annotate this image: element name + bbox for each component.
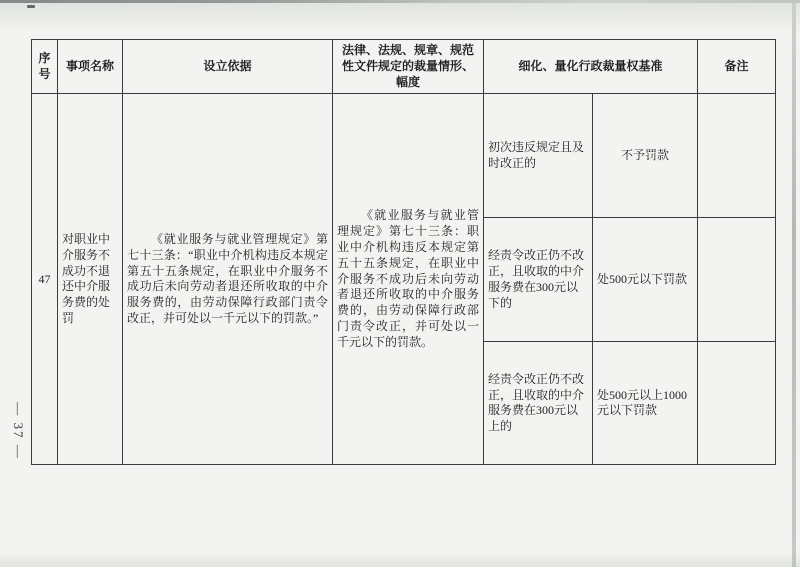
basis-text: 《就业服务与就业管理规定》第七十三条：“职业中介机构违反本规定第五十五条规定，在职业中介服务不成功后未向劳动者退还所收取的中介服务费的，由劳动保障行政部门责令改正，并可处以一千元以下的罚款。” [127, 232, 328, 326]
cell-item-name: 对职业中介服务不成功不退还中介服务费的处罚 [58, 94, 123, 465]
cell-penalty-3: 处500元以上1000元以下罚款 [593, 342, 698, 465]
discretion-standards-table [31, 39, 776, 465]
cell-penalty-2: 处500元以下罚款 [593, 218, 698, 342]
cell-remark-2 [698, 218, 776, 342]
legal-text: 《就业服务与就业管理规定》第七十三条：职业中介机构违反本规定第五十五条规定，在职业中介服务不成功后未向劳动者退还所收取的中介服务费的，由劳动保障行政部门责令改正，并可处以一千元以下的罚款。 [337, 208, 479, 349]
table-header-row [32, 40, 776, 94]
table-row [32, 94, 776, 218]
header-establishment-basis: 设立依据 [123, 40, 333, 94]
header-item-name: 事项名称 [58, 40, 123, 94]
cell-legal-provision [333, 94, 484, 465]
cell-situation-1: 初次违反规定且及时改正的 [484, 94, 593, 218]
scan-bottom-haze-artifact [0, 553, 800, 567]
header-remarks: 备注 [698, 40, 776, 94]
cell-remark-3 [698, 342, 776, 465]
page-number: — 37 — [11, 402, 26, 460]
cell-situation-2: 经责令改正仍不改正，且收取的中介服务费在300元以下的 [484, 218, 593, 342]
scan-corner-mark [27, 5, 35, 8]
header-serial-number: 序号 [32, 40, 58, 94]
header-refined-quantified-standard: 细化、量化行政裁量权基准 [484, 40, 698, 94]
cell-establishment-basis [123, 94, 333, 465]
scan-top-haze-artifact [0, 3, 800, 33]
cell-penalty-1: 不予罚款 [593, 94, 698, 218]
scan-right-edge-artifact [792, 0, 796, 567]
cell-serial-number: 47 [32, 94, 58, 465]
header-legal-provision: 法律、法规、规章、规范性文件规定的裁量情形、幅度 [333, 40, 484, 94]
cell-remark-1 [698, 94, 776, 218]
cell-situation-3: 经责令改正仍不改正，且收取的中介服务费在300元以上的 [484, 342, 593, 465]
